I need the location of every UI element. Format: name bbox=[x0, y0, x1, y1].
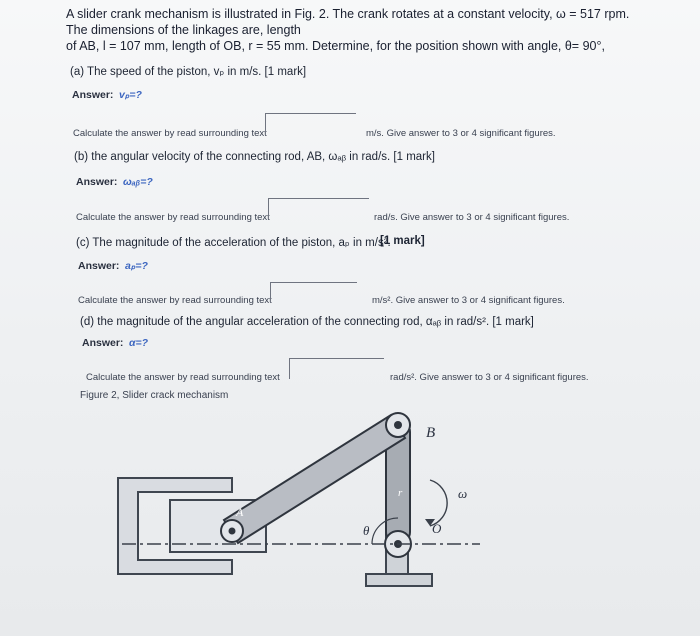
answer-symbol-b: ωₐᵦ=? bbox=[123, 176, 153, 188]
pin-a-center bbox=[229, 528, 236, 535]
answer-symbol-c: aₚ=? bbox=[125, 260, 148, 272]
answer-label-d: Answer: bbox=[82, 337, 124, 349]
intro-line-2: The dimensions of the linkages are, length bbox=[66, 23, 301, 37]
label-b: B bbox=[426, 425, 436, 441]
unit-note-d: rad/s². Give answer to 3 or 4 significant figures. bbox=[390, 372, 589, 383]
label-r: r bbox=[398, 487, 403, 499]
label-theta: θ bbox=[363, 523, 370, 538]
answer-label-a: Answer: bbox=[72, 89, 114, 101]
prompt-a: Calculate the answer by read surrounding text bbox=[73, 128, 267, 139]
figure-caption: Figure 2, Slider crack mechanism bbox=[80, 390, 229, 401]
label-o: O bbox=[432, 521, 442, 536]
question-b: (b) the angular velocity of the connecting rod, AB, ωₐᵦ in rad/s. [1 mark] bbox=[74, 151, 435, 163]
intro-line-1: A slider crank mechanism is illustrated in Fig. 2. The crank rotates at a constant velocity, ω = 517 rpm. bbox=[66, 7, 630, 21]
answer-label-c: Answer: bbox=[78, 260, 120, 272]
label-a: A bbox=[236, 505, 244, 519]
pin-b-center bbox=[394, 421, 402, 429]
unit-note-b: rad/s. Give answer to 3 or 4 significant figures. bbox=[374, 212, 570, 223]
prompt-c: Calculate the answer by read surrounding text bbox=[78, 295, 272, 306]
answer-symbol-a: vₚ=? bbox=[119, 89, 142, 101]
answer-label-b: Answer: bbox=[76, 176, 118, 188]
question-c: (c) The magnitude of the acceleration of the piston, aₚ in m/s². bbox=[76, 237, 391, 249]
answer-symbol-d: α=? bbox=[129, 337, 149, 349]
question-d: (d) the magnitude of the angular acceleration of the connecting rod, αₐᵦ in rad/s². [1 mark] bbox=[80, 316, 534, 328]
prompt-b: Calculate the answer by read surrounding text bbox=[76, 212, 270, 223]
intro-line-3: of AB, l = 107 mm, length of OB, r = 55 mm. Determine, for the position shown with angle, θ= 90°, bbox=[66, 39, 605, 53]
crank-base bbox=[366, 574, 432, 586]
unit-note-c: m/s². Give answer to 3 or 4 significant figures. bbox=[372, 295, 565, 306]
label-omega: ω bbox=[458, 486, 468, 501]
unit-note-a: m/s. Give answer to 3 or 4 significant figures. bbox=[366, 128, 556, 139]
mark-c: [1 mark] bbox=[380, 235, 425, 247]
prompt-d: Calculate the answer by read surrounding text bbox=[86, 372, 280, 383]
question-a: (a) The speed of the piston, vₚ in m/s. [1 mark] bbox=[70, 66, 307, 78]
connecting-rod bbox=[224, 415, 405, 543]
